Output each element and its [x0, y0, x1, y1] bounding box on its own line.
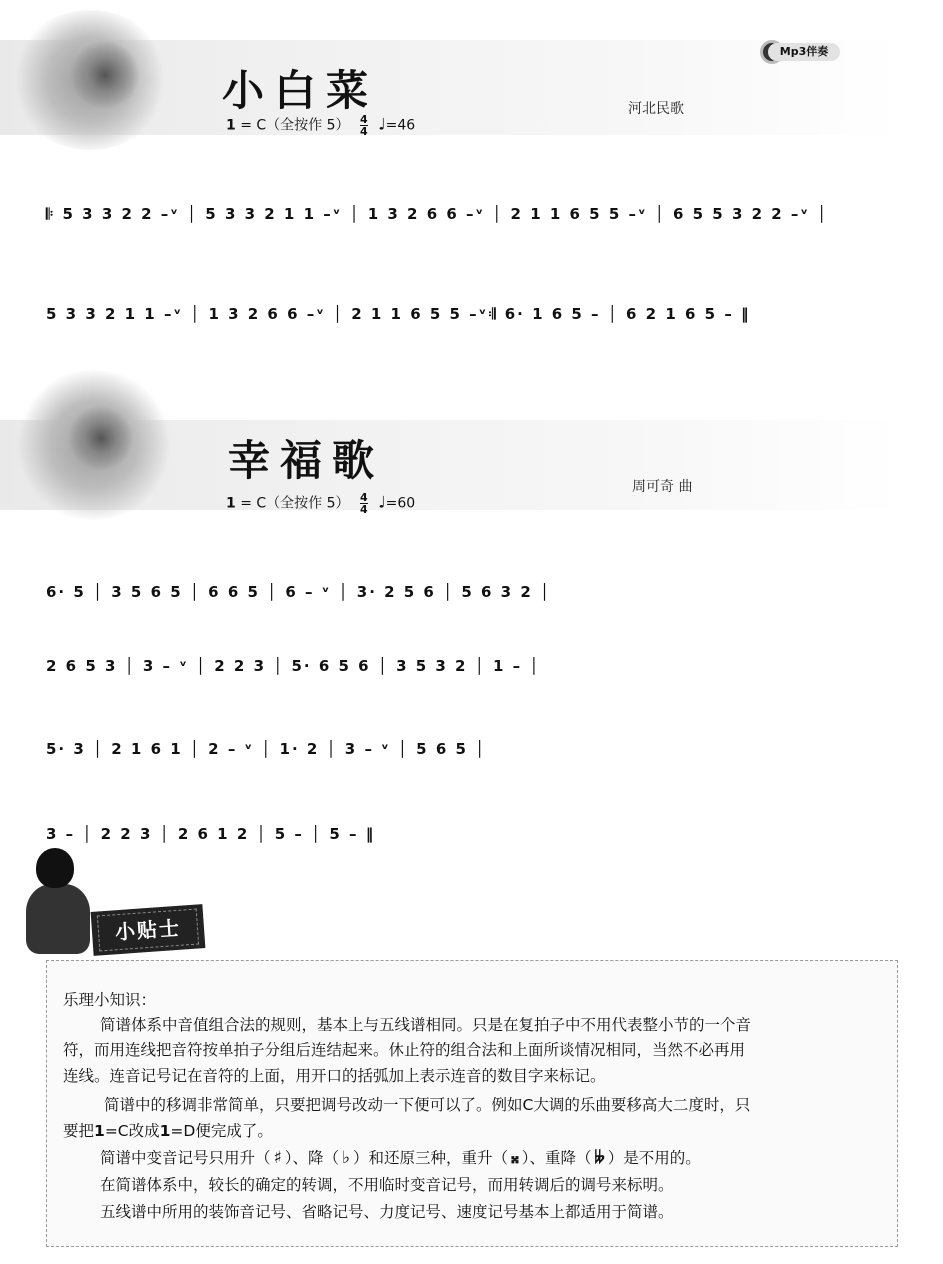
tips-paragraph-line: 要把1=C改成1=D便完成了。	[63, 1122, 273, 1140]
sharp-icon: ♯	[273, 1148, 282, 1168]
tips-paragraph-line: 简谱中变音记号只用升（ ♯ ）、降（ ♭ ）和还原三种，重升（ 𝄪 ）、重降（ 𝄫 ）是不用的。	[100, 1148, 701, 1168]
tips-paragraph-line: 符，而用连线把音符按单拍子分组后连结起来。休止符的组合法和上面所谈情况相同，当然不必再用	[63, 1041, 746, 1059]
flower-decoration	[70, 40, 140, 110]
song2-key-signature	[226, 492, 415, 515]
song1-title: 小白菜	[222, 66, 379, 115]
quarter-note-icon: ♩	[378, 114, 386, 134]
flat-icon: ♭	[342, 1148, 351, 1168]
time-signature: $\frac{4}{4}$	[359, 113, 368, 138]
key-prefix: 1	[226, 117, 236, 134]
tips-paragraph-line: 五线谱中所用的装饰音记号、省略记号、力度记号、速度记号基本上都适用于简谱。	[100, 1203, 674, 1221]
tips-paragraph-line: 简谱中的移调非常简单，只要把调号改动一下便可以了。例如C大调的乐曲要移高大二度时，只	[104, 1096, 751, 1114]
song1-score-row-2: 5 3 3 2 1 1 –ᵛ │ 1 3 2 6 6 –ᵛ │ 2 1 1 6 5 5 –ᵛ𝄇 6· 1 6 5 – │ 6 2 1 6 5 – ‖	[46, 305, 751, 323]
tempo: =60	[385, 495, 416, 512]
key-text: = C（全按作 5）	[240, 495, 350, 512]
girl-illustration	[22, 848, 94, 954]
tips-paragraph-line: 简谱体系中音值组合法的规则，基本上与五线谱相同。只是在复拍子中不用代表整小节的一个音	[100, 1016, 752, 1034]
badge-label: Mp3伴奏	[779, 45, 829, 58]
tips-paragraph-line: 在简谱体系中，较长的确定的转调，不用临时变音记号，而用转调后的调号来标明。	[100, 1176, 674, 1194]
tips-heading: 乐理小知识：	[63, 991, 157, 1009]
tips-paragraph-line: 连线。连音记号记在音符的上面，用开口的括弧加上表示连音的数目字来标记。	[63, 1067, 606, 1085]
double-flat-icon: 𝄫	[594, 1148, 605, 1168]
quarter-note-icon: ♩	[378, 492, 386, 512]
song2-score-row-3: 5· 3 │ 2 1 6 1 │ 2 – ᵛ │ 1· 2 │ 3 – ᵛ │ 5 6 5 │	[46, 740, 487, 758]
time-signature: $\frac{4}{4}$	[359, 491, 368, 516]
song1-key-signature	[226, 114, 415, 137]
song1-score-row-1: 𝄆 5 3 3 2 2 –ᵛ │ 5 3 3 2 1 1 –ᵛ │ 1 3 2 6 6 –ᵛ │ 2 1 1 6 5 5 –ᵛ │ 6 5 5 3 2 2 –ᵛ │	[46, 205, 829, 223]
song2-composer: 周可奇 曲	[632, 479, 693, 495]
tempo: =46	[385, 117, 416, 134]
tips-tag: 小贴士	[91, 904, 206, 956]
double-sharp-icon: 𝄪	[511, 1148, 519, 1168]
flower-decoration	[68, 405, 134, 471]
mp3-accompaniment-badge[interactable]	[768, 43, 840, 61]
song2-title: 幸福歌	[228, 436, 385, 485]
song2-score-row-1: 6· 5 │ 3 5 6 5 │ 6 6 5 │ 6 – ᵛ │ 3· 2 5 6 │ 5 6 3 2 │	[46, 583, 552, 601]
key-prefix: 1	[226, 495, 236, 512]
song2-score-row-2: 2 6 5 3 │ 3 – ᵛ │ 2 2 3 │ 5· 6 5 6 │ 3 5 3 2 │ 1 – │	[46, 657, 541, 675]
song2-score-row-4: 3 – │ 2 2 3 │ 2 6 1 2 │ 5 – │ 5 – ‖	[46, 825, 376, 843]
song1-composer: 河北民歌	[628, 101, 684, 117]
key-text: = C（全按作 5）	[240, 117, 350, 134]
